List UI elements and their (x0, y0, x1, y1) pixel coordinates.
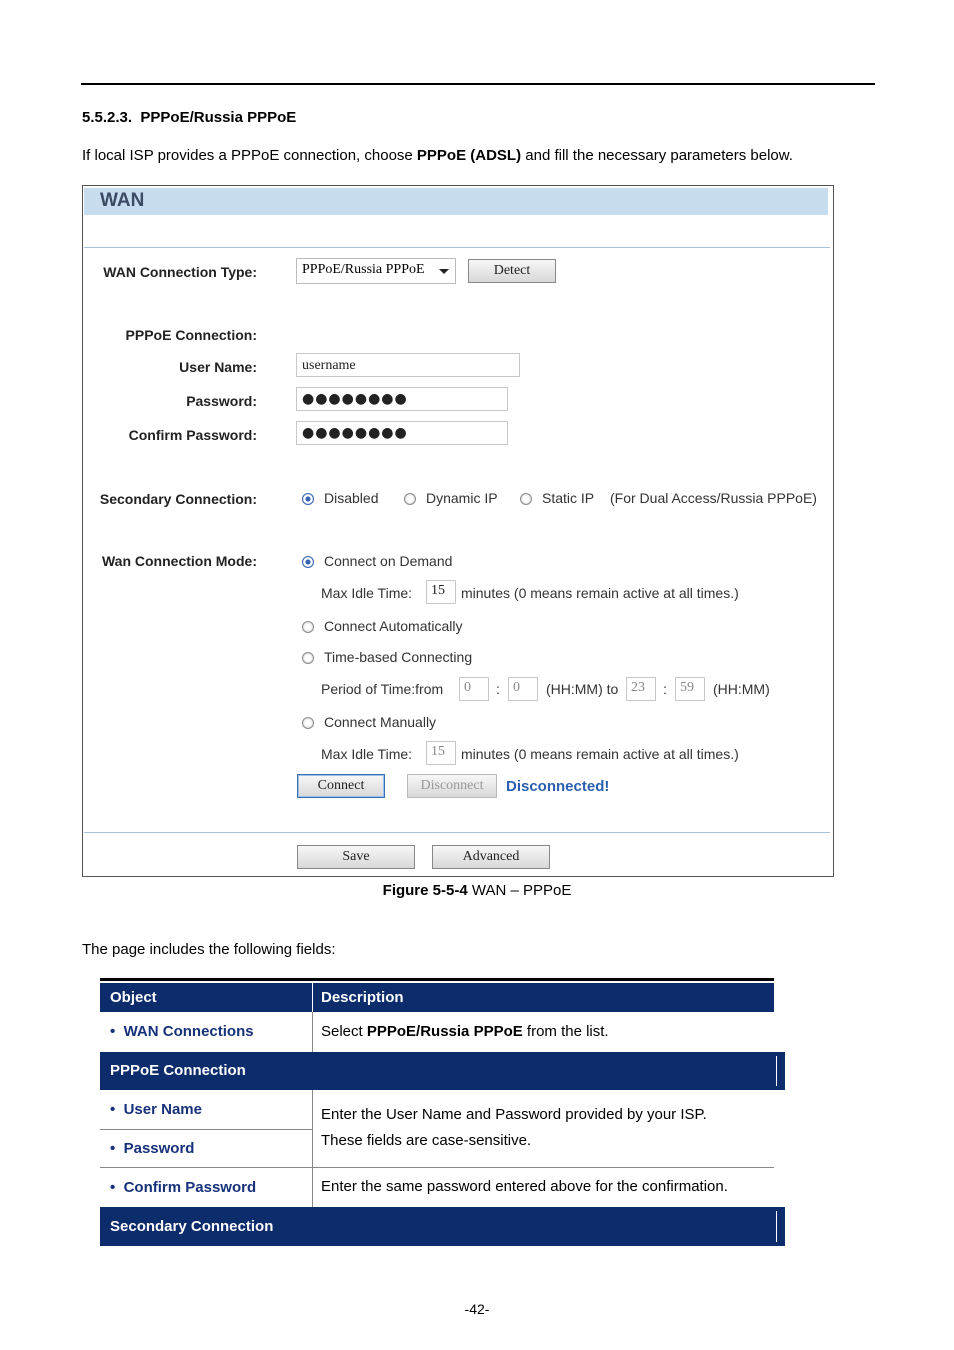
wan-type-value: PPPoE/Russia PPPoE (302, 262, 425, 277)
advanced-button[interactable]: Advanced (432, 845, 550, 869)
save-button[interactable]: Save (297, 845, 415, 869)
connection-status: Disconnected! (506, 778, 610, 795)
section-number: 5.5.2.3. (82, 109, 133, 126)
detect-button[interactable]: Detect (468, 259, 556, 283)
secondary-static-label: Static IP (542, 490, 595, 506)
table-row-desc (321, 1023, 609, 1040)
max-idle-label: Max Idle Time: (321, 585, 413, 601)
period-to-label: (HH:MM) to (546, 681, 619, 697)
connect-button[interactable]: Connect (297, 774, 385, 798)
period-to-minute-input[interactable]: 59 (675, 677, 705, 701)
period-to-hour-input[interactable]: 23 (626, 677, 656, 701)
period-end-label: (HH:MM) (713, 681, 770, 697)
intro-text-end: and fill the necessary parameters below. (521, 147, 793, 164)
max-idle-label-2: Max Idle Time: (321, 746, 413, 762)
divider-bottom (84, 832, 830, 833)
mode-demand-radio[interactable] (302, 556, 314, 568)
period-from-hour-input[interactable]: 0 (459, 677, 489, 701)
wan-type-select[interactable] (296, 258, 456, 284)
intro-bold: PPPoE (ADSL) (416, 147, 522, 164)
divider (84, 247, 830, 248)
max-idle-input[interactable]: 15 (426, 580, 456, 604)
wan-type-label: WAN Connection Type: (103, 264, 257, 280)
secondary-static-radio[interactable] (520, 493, 532, 505)
period-colon-1: : (496, 681, 500, 697)
header-object: Object (110, 989, 157, 1006)
section-title: PPPoE/Russia PPPoE (140, 109, 297, 126)
secondary-disabled-label: Disabled (324, 490, 379, 506)
page-number: -42- (464, 1301, 490, 1317)
row1-pre: Select (321, 1023, 367, 1040)
period-colon-2: : (663, 681, 667, 697)
rows23-desc-line1: Enter the User Name and Password provided by your ISP. (321, 1106, 707, 1123)
wan-mode-label: Wan Connection Mode: (101, 553, 257, 569)
table-row-object: • User Name (110, 1101, 202, 1118)
row-divider (100, 1167, 774, 1168)
password-input[interactable]: ●●●●●●●● (296, 387, 508, 411)
disconnect-button[interactable]: Disconnect (407, 774, 497, 798)
mode-time-radio[interactable] (302, 652, 314, 664)
group2-edge (776, 1211, 777, 1242)
mode-manual-label: Connect Manually (324, 714, 437, 730)
row1-post: from the list. (522, 1023, 609, 1040)
intro-paragraph (82, 147, 793, 164)
figure-caption (0, 882, 954, 899)
row1-object: WAN Connections (123, 1023, 254, 1040)
max-idle-note: minutes (0 means remain active at all times.) (461, 585, 739, 601)
group1-edge (776, 1056, 777, 1086)
group-header-secondary (100, 1207, 785, 1246)
group1-label: PPPoE Connection (110, 1062, 246, 1079)
rows23-desc-line2: These fields are case-sensitive. (321, 1132, 532, 1149)
secondary-note: (For Dual Access/Russia PPPoE) (610, 490, 817, 506)
figure-label: Figure 5-5-4 (382, 882, 468, 899)
fields-intro: The page includes the following fields: (82, 941, 336, 958)
username-label: User Name: (179, 359, 257, 375)
chevron-down-icon (439, 269, 449, 274)
section-heading (82, 109, 296, 126)
password-label: Password: (186, 393, 257, 409)
table-row-object: • Confirm Password (110, 1179, 257, 1196)
col-divider (312, 1090, 313, 1208)
table-row-object: • WAN Connections (110, 1023, 254, 1040)
mode-auto-radio[interactable] (302, 621, 314, 633)
max-idle-input-2[interactable]: 15 (426, 741, 456, 765)
mode-demand-label: Connect on Demand (324, 553, 453, 569)
col-divider (312, 1012, 313, 1052)
confirm-password-label: Confirm Password: (128, 427, 257, 443)
confirm-password-input[interactable]: ●●●●●●●● (296, 421, 508, 445)
row3-object: Password (123, 1140, 195, 1157)
mode-manual-radio[interactable] (302, 717, 314, 729)
table-top-rule (100, 978, 774, 981)
period-label: Period of Time:from (321, 681, 444, 697)
group-header-pppoe (100, 1052, 785, 1090)
row4-object: Confirm Password (123, 1179, 257, 1196)
wan-title: WAN (100, 190, 145, 211)
mode-auto-label: Connect Automatically (324, 618, 463, 634)
row-divider (100, 1129, 312, 1130)
secondary-connection-label: Secondary Connection: (99, 491, 257, 507)
secondary-dynamic-radio[interactable] (404, 493, 416, 505)
username-input[interactable]: username (296, 353, 520, 377)
group2-label: Secondary Connection (110, 1218, 274, 1235)
header-divider (312, 983, 313, 1012)
top-rule (81, 83, 875, 85)
max-idle-note-2: minutes (0 means remain active at all times.) (461, 746, 739, 762)
row2-object: User Name (123, 1101, 202, 1118)
wan-title-bar (84, 188, 828, 215)
figure-text: WAN – PPPoE (467, 882, 572, 899)
table-header (100, 983, 774, 1012)
row1-bold: PPPoE/Russia PPPoE (366, 1023, 523, 1040)
secondary-disabled-radio[interactable] (302, 493, 314, 505)
mode-time-label: Time-based Connecting (324, 649, 473, 665)
table-row-object: • Password (110, 1140, 195, 1157)
secondary-dynamic-label: Dynamic IP (426, 490, 498, 506)
header-description: Description (321, 989, 404, 1006)
intro-text: If local ISP provides a PPPoE connection, choose (82, 147, 417, 164)
row4-desc: Enter the same password entered above for the confirmation. (321, 1178, 728, 1195)
pppoe-connection-label: PPPoE Connection: (125, 327, 257, 343)
period-from-minute-input[interactable]: 0 (508, 677, 538, 701)
